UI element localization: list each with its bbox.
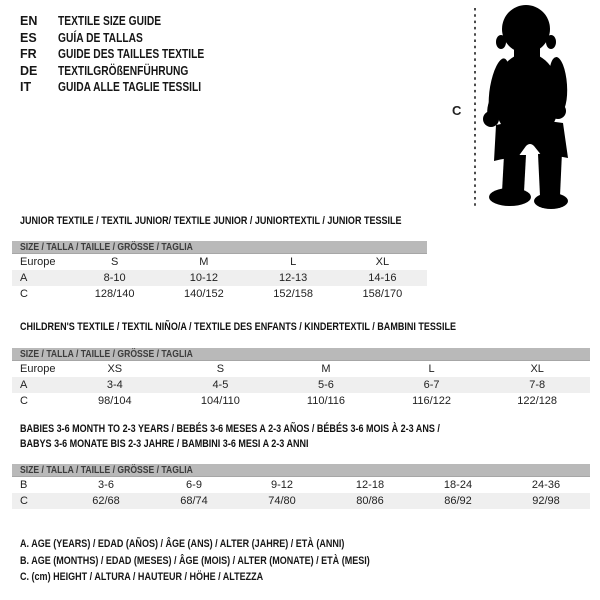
table-row [12, 477, 590, 493]
table-row [12, 493, 590, 509]
table-cell: 3-4 [106, 379, 123, 391]
language-title: TEXTILGRÖßENFÜHRUNG [58, 63, 189, 78]
table-row [12, 393, 590, 409]
language-code: IT [20, 80, 32, 94]
table-cell: 116/122 [412, 395, 452, 407]
table-cell: 4-5 [212, 379, 229, 391]
children-size-table [12, 348, 590, 409]
table-cell: 74/80 [268, 495, 296, 507]
row-label: Europe [20, 256, 56, 268]
row-label: B [20, 479, 28, 491]
table-cell: 98/104 [97, 395, 132, 407]
size-header-label: SIZE / TALLA / TAILLE / GRÖSSE / TAGLIA [20, 241, 193, 253]
table-row [12, 254, 427, 270]
table-row [12, 377, 590, 393]
table-cell: 128/140 [94, 288, 135, 300]
row-label: A [20, 379, 28, 391]
size-header-bar [12, 464, 590, 477]
table-cell: 7-8 [529, 379, 546, 391]
language-row [20, 79, 236, 96]
language-row [20, 63, 236, 80]
table-cell: XS [107, 363, 123, 375]
size-header-bar [12, 348, 590, 361]
junior-size-table [12, 241, 427, 302]
table-row [12, 286, 427, 302]
table-cell: 92/98 [532, 495, 560, 507]
legend-line-b: B. AGE (MONTHS) / EDAD (MESES) / ÂGE (MOIS) / ALTER (MONATE) / ETÀ (MESI) [20, 554, 370, 567]
language-title-list [20, 13, 236, 96]
table-cell: 68/74 [180, 495, 208, 507]
babies-section-title: BABIES 3-6 MONTH TO 2-3 YEARS / BEBÉS 3-6 MESES A 2-3 AÑOS / BÉBÉS 3-6 MOIS À 2-3 ANS / BABYS 3-6 MONATE BIS 2-3 JAHRE / BAMBINI 3-6 MESI A 2-3 ANNI [20, 423, 440, 450]
language-row [20, 46, 236, 63]
table-cell: 6-9 [186, 479, 202, 491]
junior-section-title: JUNIOR TEXTILE / TEXTIL JUNIOR/ TEXTILE JUNIOR / JUNIORTEXTIL / JUNIOR TESSILE [20, 215, 402, 227]
row-label: C [20, 288, 28, 300]
children-section-title: CHILDREN'S TEXTILE / TEXTIL NIÑO/A / TEXTILE DES ENFANTS / KINDERTEXTIL / BAMBINI TESSILE [20, 321, 456, 333]
table-cell: S [216, 363, 225, 375]
language-code: EN [20, 14, 38, 28]
measure-legend [20, 536, 447, 586]
table-cell: S [110, 256, 119, 268]
table-cell: 3-6 [98, 479, 114, 491]
table-row [12, 270, 427, 286]
table-cell: 18-24 [443, 479, 473, 491]
language-code: ES [20, 30, 37, 45]
language-row [20, 30, 236, 47]
legend-line-c: C. (cm) HEIGHT / ALTURA / HAUTEUR / HÖHE / ALTEZZA [20, 571, 264, 583]
table-cell: 80/86 [356, 495, 384, 507]
babies-size-table [12, 464, 590, 509]
table-cell: 6-7 [423, 379, 440, 391]
row-label: C [20, 495, 28, 507]
table-cell: 104/110 [200, 395, 240, 407]
table-cell: XL [375, 256, 390, 268]
table-cell: 86/92 [444, 495, 472, 507]
height-measure-label: C [452, 103, 462, 118]
row-label: Europe [20, 363, 56, 375]
table-cell: 10-12 [189, 272, 218, 284]
table-cell: 12-13 [279, 272, 308, 284]
table-cell: 152/158 [273, 288, 313, 300]
table-cell: 24-36 [531, 479, 561, 491]
table-cell: 158/170 [362, 288, 403, 300]
language-title: GUÍA DE TALLAS [58, 30, 143, 45]
table-cell: XL [530, 363, 544, 375]
legend-line-a: A. AGE (YEARS) / EDAD (AÑOS) / ÂGE (ANS) / ALTER (JAHRE) / ETÀ (ANNI) [20, 538, 345, 550]
size-header-label: SIZE / TALLA / TAILLE / GRÖSSE / TAGLIA [20, 348, 193, 360]
row-label: A [20, 272, 28, 284]
table-cell: 122/128 [517, 395, 558, 407]
language-title: GUIDA ALLE TAGLIE TESSILI [58, 80, 202, 94]
size-header-label: SIZE / TALLA / TAILLE / GRÖSSE / TAGLIA [20, 464, 193, 476]
language-title: TEXTILE SIZE GUIDE [58, 14, 162, 28]
table-cell: M [199, 256, 209, 268]
table-cell: 140/152 [183, 288, 224, 300]
language-code: FR [20, 47, 37, 61]
table-cell: 62/68 [92, 495, 120, 507]
toddler-silhouette-icon [483, 5, 569, 209]
size-header-bar [12, 241, 427, 254]
table-cell: 9-12 [270, 479, 294, 491]
table-cell: M [321, 363, 331, 375]
table-row [12, 361, 590, 377]
language-code: DE [20, 63, 38, 78]
row-label: C [20, 395, 28, 407]
table-cell: 14-16 [368, 272, 397, 284]
table-cell: L [290, 256, 297, 268]
language-title: GUIDE DES TAILLES TEXTILE [58, 47, 205, 61]
table-cell: 8-10 [103, 272, 126, 284]
table-cell: 12-18 [355, 479, 385, 491]
table-cell: 110/116 [306, 395, 346, 407]
toddler-figure [470, 0, 600, 215]
language-row [20, 13, 236, 30]
table-cell: L [428, 363, 435, 375]
table-cell: 5-6 [318, 379, 334, 391]
